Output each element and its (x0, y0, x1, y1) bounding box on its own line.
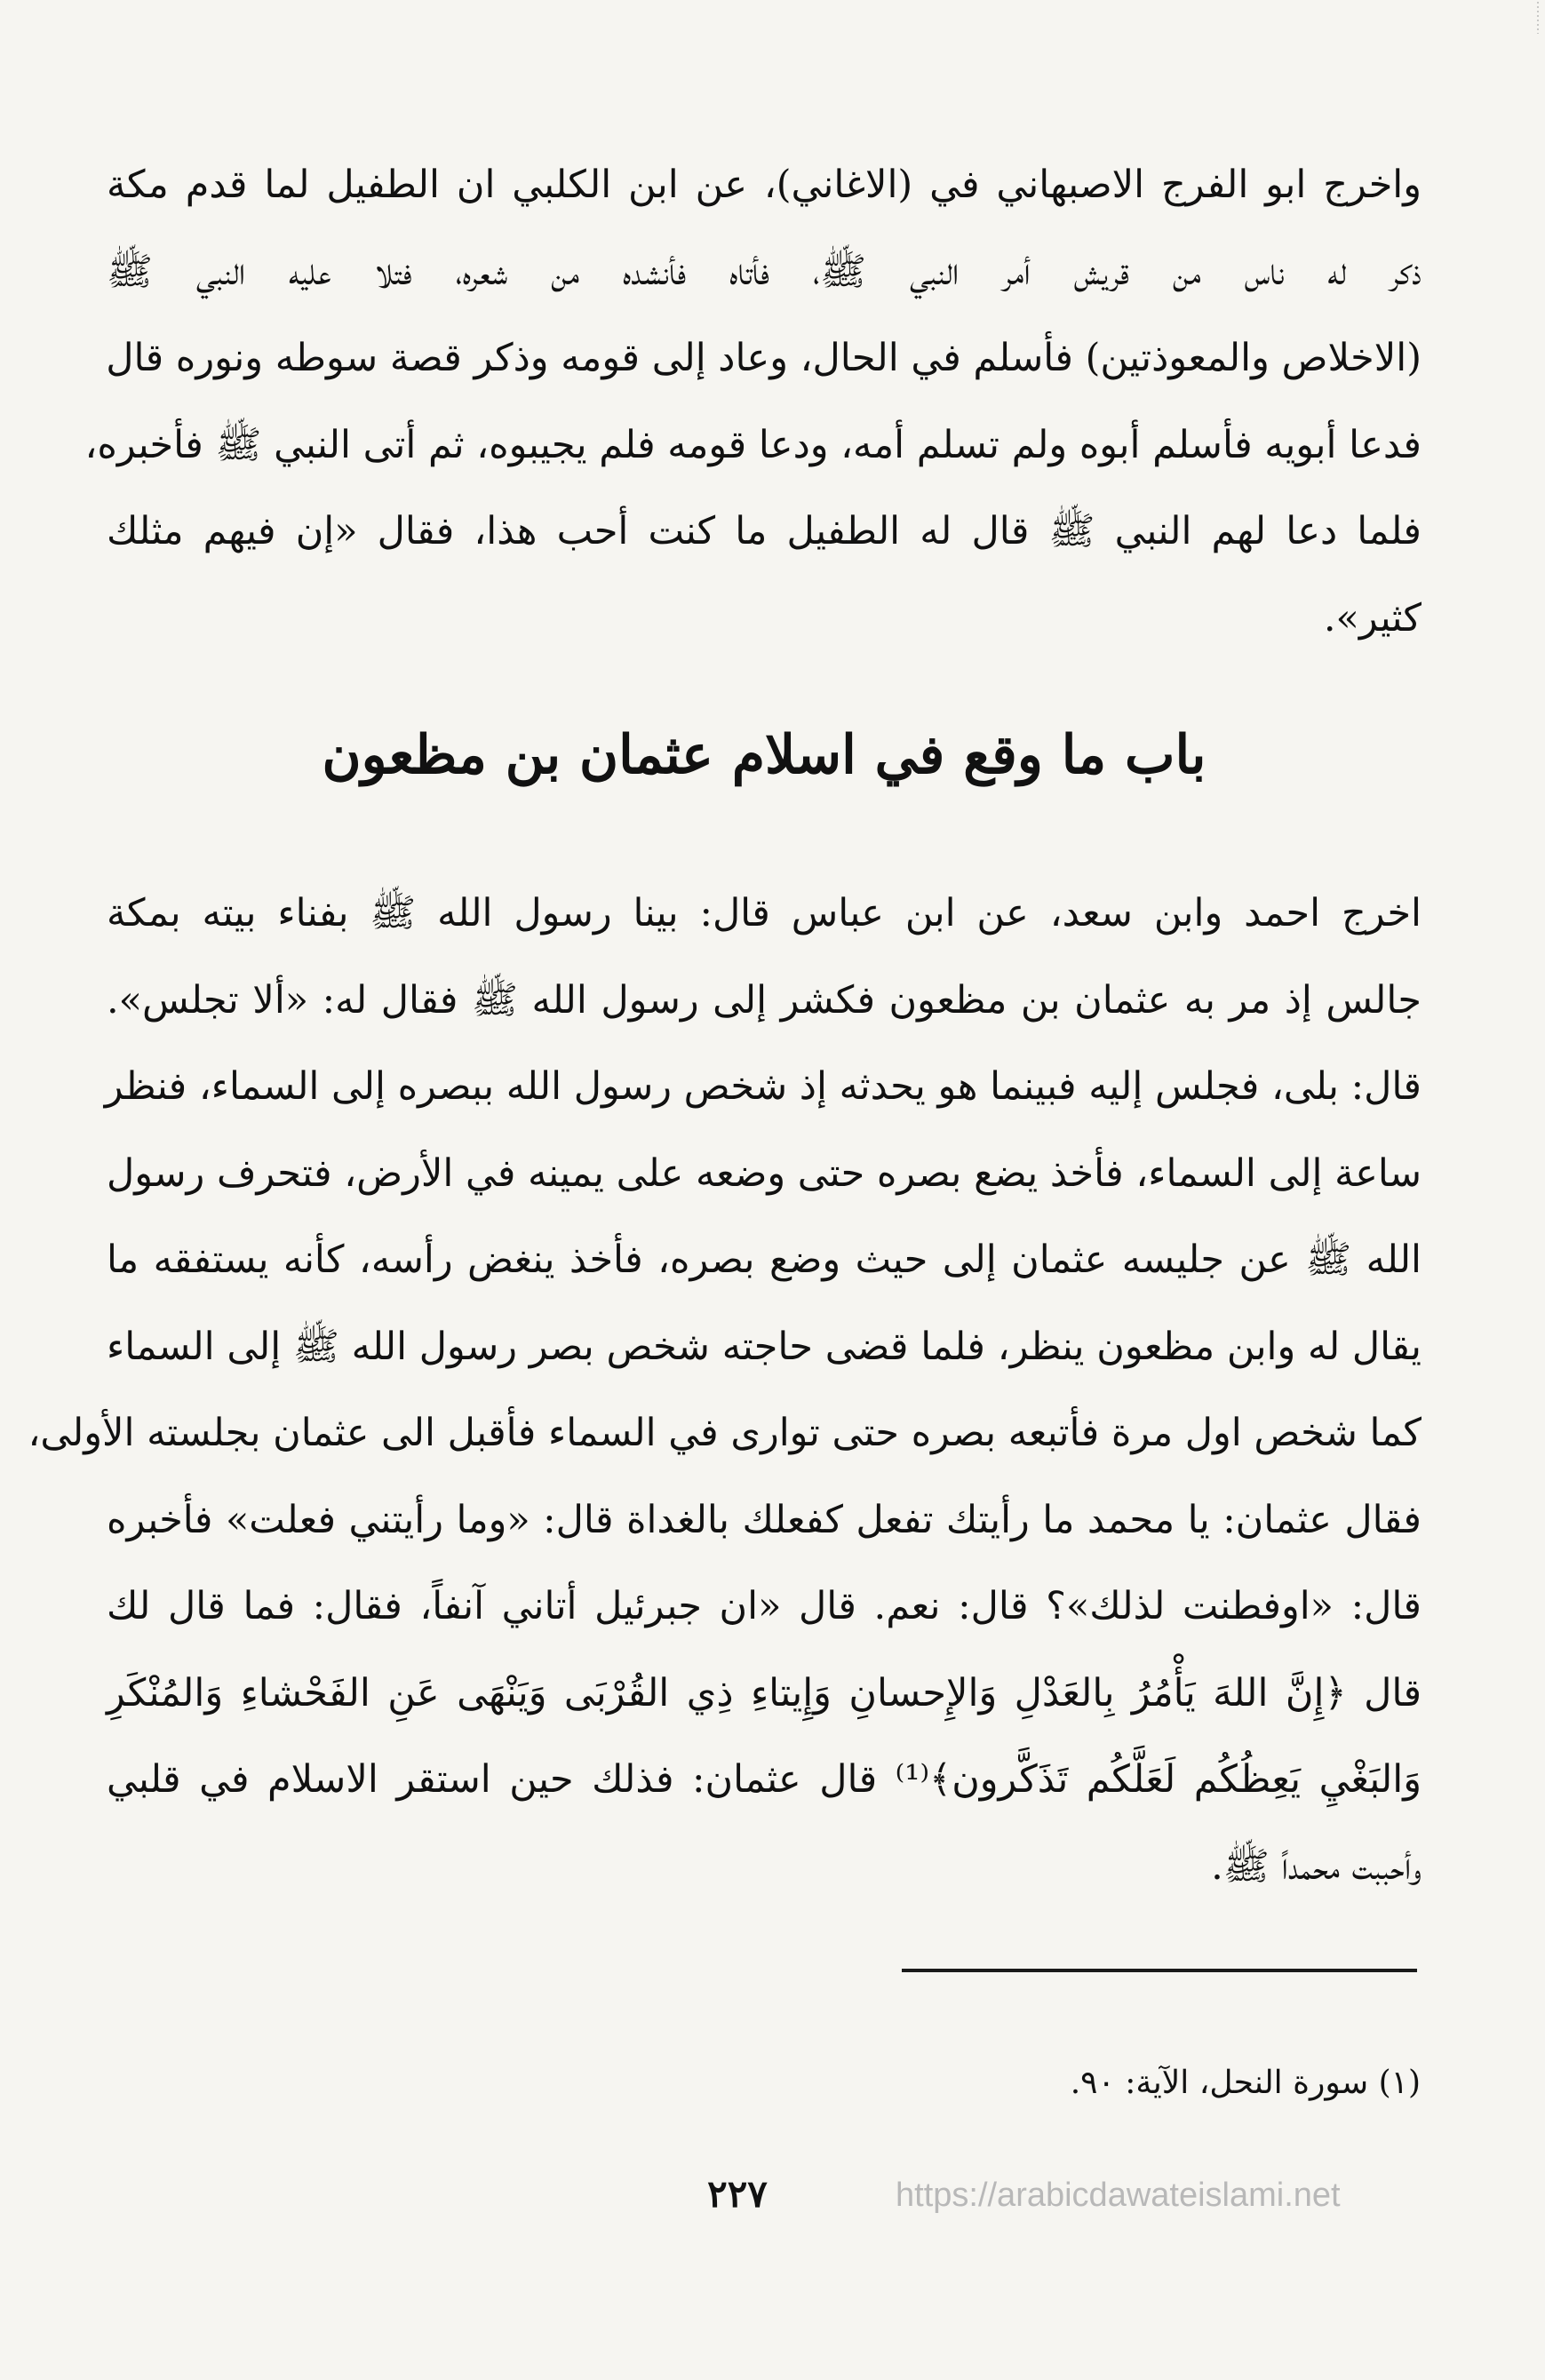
footnote-divider (902, 1969, 1417, 1972)
text-line: قال: بلى، فجلس إليه فبينما هو يحدثه إذ شخص رسول الله ببصره إلى السماء، فنظر (104, 1064, 1422, 1109)
text-line: فقال عثمان: يا محمد ما رأيتك تفعل كفعلك بالغداة قال: «وما رأيتني فعلت» فأخبره (107, 1497, 1422, 1542)
body-paragraph (28, 871, 1422, 1910)
text-line: اخرج احمد وابن سعد، عن ابن عباس قال: بينا رسول الله ﷺ بفناء بيته بمكة (107, 891, 1422, 935)
text-line: كما شخص اول مرة فأتبعه بصره حتى توارى في السماء فأقبل الى عثمان بجلسته الأولى، (28, 1411, 1422, 1455)
text-line: (الاخلاص والمعوذتين) فأسلم في الحال، وعاد إلى قومه وذكر قصة سوطه ونوره قال (106, 336, 1422, 380)
page-number: ٢٢٧ (707, 2172, 768, 2216)
text-line: ذكر له ناس من قريش أمر النبي ﷺ، فأتاه فأنشده من شعره، فتلا عليه النبي ﷺ (107, 249, 1422, 294)
text-line: كثير». (1323, 595, 1422, 641)
text-line: فلما دعا لهم النبي ﷺ قال له الطفيل ما كنت أحب هذا، فقال «إن فيهم مثلك (107, 509, 1422, 553)
page-content (28, 142, 1422, 1910)
text-line: فدعا أبويه فأسلم أبوه ولم تسلم أمه، ودعا قومه فلم يجيبوه، ثم أتى النبي ﷺ فأخبره، (84, 422, 1422, 467)
footnote: (١) سورة النحل، الآية: ٩٠. (1070, 2065, 1421, 2101)
text-line: واخرج ابو الفرج الاصبهاني في (الاغاني)، عن ابن الكلبي ان الطفيل لما قدم مكة (107, 163, 1422, 207)
text-line: وَالبَغْيِ يَعِظُكُم لَعَلَّكُم تَذَكَّرون﴾⁽¹⁾ قال عثمان: فذلك حين استقر الاسلام في قلبي (107, 1757, 1422, 1802)
intro-paragraph (84, 142, 1422, 662)
text-line: قال: «اوفطنت لذلك»؟ قال: نعم. قال «ان جبرئيل أتاني آنفاً، فقال: فما قال لك (107, 1584, 1422, 1628)
text-line: يقال له وابن مظعون ينظر، فلما قضى حاجته شخص بصر رسول الله ﷺ إلى السماء (107, 1324, 1422, 1369)
watermark-url: https://arabicdawateislami.net (896, 2177, 1341, 2214)
chapter-heading: باب ما وقع في اسلام عثمان بن مظعون (322, 724, 1207, 786)
text-line: الله ﷺ عن جليسه عثمان إلى حيث وضع بصره، فأخذ ينغض رأسه، كأنه يستفقه ما (107, 1238, 1422, 1282)
text-line: وأحببت محمداً ﷺ. (1211, 1843, 1422, 1889)
text-line: قال ﴿إِنَّ اللهَ يَأْمُرُ بِالعَدْلِ وَالإِحسانِ وَإِيتاءِ ذِي القُرْبَى وَيَنْهَى عَنِ الفَحْشاءِ وَالمُنْكَرِ (107, 1670, 1422, 1715)
text-line: جالس إذ مر به عثمان بن مظعون فكشر إلى رسول الله ﷺ فقال له: «ألا تجلس». (107, 977, 1422, 1023)
text-line: ساعة إلى السماء، فأخذ يضع بصره حتى وضعه على يمينه في الأرض، فتحرف رسول (107, 1150, 1422, 1196)
scan-edge-mark (1534, 0, 1541, 36)
